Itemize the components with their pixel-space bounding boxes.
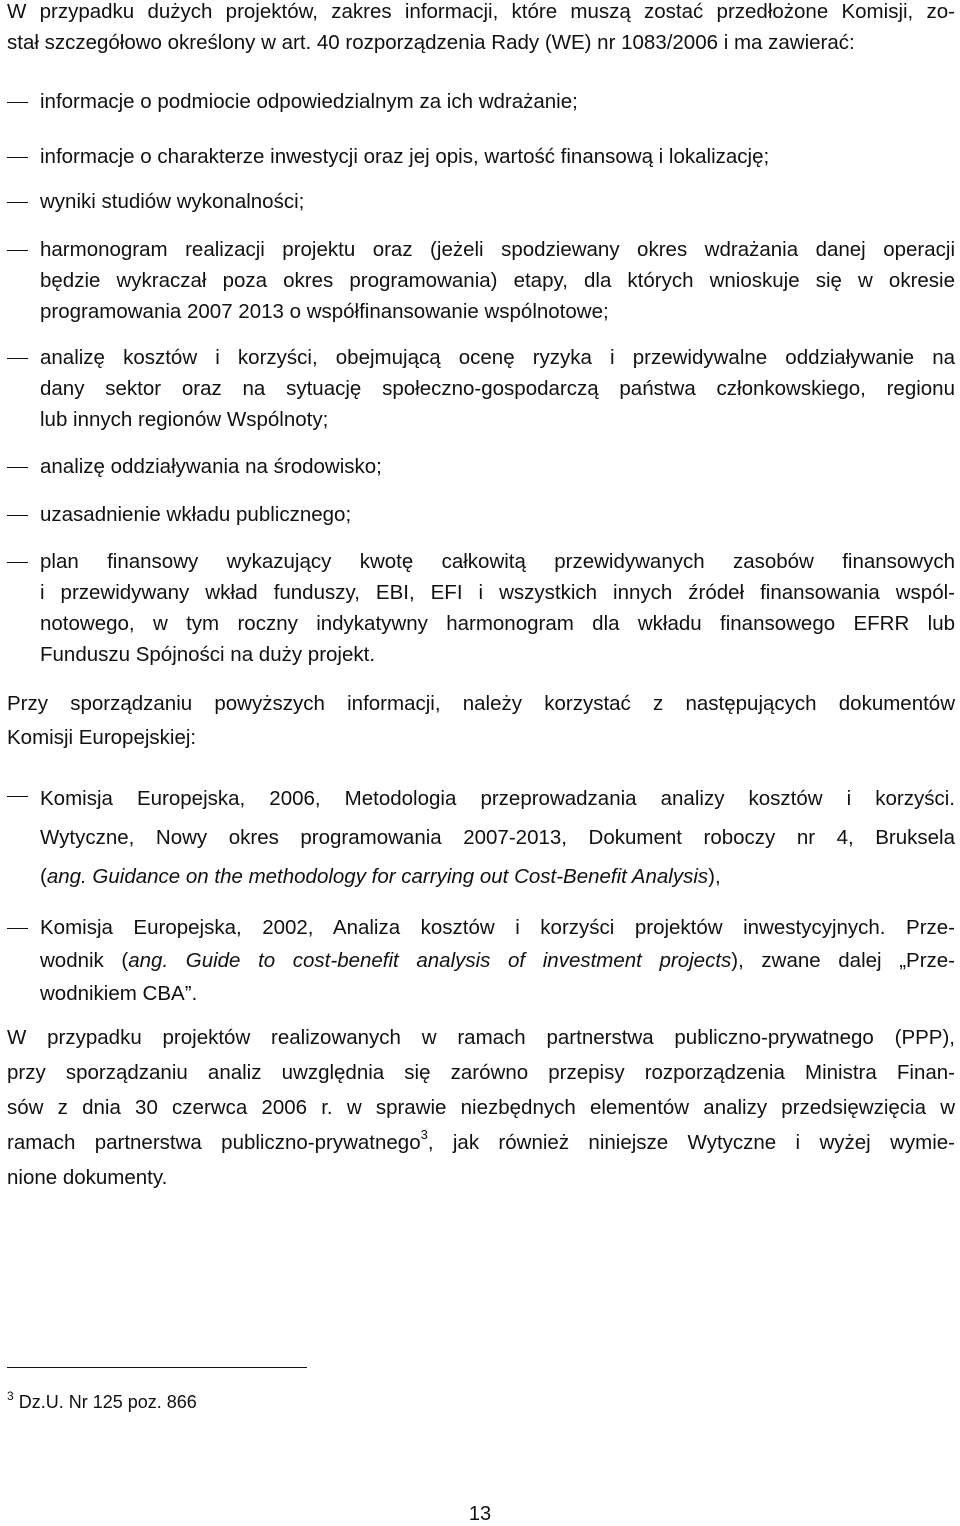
footnote-reference[interactable]: 3: [420, 1127, 428, 1142]
list-item: informacje o podmiocie odpowiedzialnym za ich wdrażanie;: [40, 90, 578, 113]
dash-bullet: [7, 250, 28, 251]
dash-bullet: [7, 157, 28, 158]
intro-line: W przypadku dużych projektów, zakres informacji, które muszą zostać przedłożone Komisji, zo-: [7, 0, 955, 23]
dash-bullet: [7, 562, 28, 563]
list-item: harmonogram realizacji projektu oraz (jeżeli spodziewany okres wdrażania danej operacji będzie wykraczał poza okres programowania) etapy, dla których wnioskuje się w okresie programowania 2007 2013 o współfinansowanie wspólnotowe;: [40, 238, 955, 323]
list-item: plan finansowy wykazujący kwotę całkowitą przewidywanych zasobów finansowych i przewidywany wkład funduszy, EBI, EFI i wszystkich innych źródeł finansowania wspól- notowego, w tym roczny indykatywny harmonogram dla wkładu finansowego EFRR lub Funduszu Spójności na duży projekt.: [40, 550, 955, 666]
dash-bullet: [7, 358, 28, 359]
list-item: uzasadnienie wkładu publicznego;: [40, 503, 352, 526]
footnote-mark: 3: [7, 1389, 14, 1403]
intro-line: stał szczegółowo określony w art. 40 rozporządzenia Rady (WE) nr 1083/2006 i ma zawierać:: [7, 31, 855, 54]
document-item: Komisja Europejska, 2006, Metodologia przeprowadzania analizy kosztów i korzyści. Wytyczne, Nowy okres programowania 2007-2013, Dokument roboczy nr 4, Bruksela (ang. Guidance on the methodology for carrying out Cost-Benefit Analysis),: [40, 787, 955, 888]
page-number: 13: [468, 1503, 492, 1525]
list-item: analizę kosztów i korzyści, obejmującą ocenę ryzyka i przewidywalne oddziaływanie na dany sektor oraz na sytuację społeczno-gospodarczą państwa członkowskiego, regionu lub innych regionów Wspólnoty;: [40, 346, 955, 431]
list-item: wyniki studiów wykonalności;: [40, 190, 305, 213]
footnote: [7, 1390, 197, 1414]
dash-bullet: [7, 467, 28, 468]
documents-intro: Przy sporządzaniu powyższych informacji, należy korzystać z następujących dokumentów Komisji Europejskiej:: [7, 692, 955, 749]
dash-bullet: [7, 928, 28, 929]
dash-bullet: [7, 202, 28, 203]
list-item: analizę oddziaływania na środowisko;: [40, 455, 382, 478]
ppp-paragraph: W przypadku projektów realizowanych w ramach partnerstwa publiczno-prywatnego (PPP), przy sporządzaniu analiz uwzględnia się zarówno przepisy rozporządzenia Ministra Finan- sów z dnia 30 czerwca 2006 r. w sprawie niezbędnych elementów analizy przedsięwzięcia w ramach partnerstwa publiczno-prywatnego$^3$, jak również niniejsze Wytyczne i wyżej wymie- nione dokumenty.: [7, 1026, 955, 1189]
dash-bullet: [7, 515, 28, 516]
footnote-separator: [7, 1367, 307, 1368]
dash-bullet: [7, 102, 28, 103]
intro-paragraph: [7, 0, 955, 58]
document-item: Komisja Europejska, 2002, Analiza kosztów i korzyści projektów inwestycyjnych. Prze- wodnik (ang. Guide to cost-benefit analysis of investment projects), zwane dalej „Prze- wodnikiem CBA”.: [40, 916, 955, 1005]
list-item: informacje o charakterze inwestycji oraz jej opis, wartość finansową i lokalizację;: [40, 145, 770, 168]
footnote-text: Dz.U. Nr 125 poz. 866: [18, 1392, 197, 1412]
dash-bullet: [7, 796, 28, 797]
